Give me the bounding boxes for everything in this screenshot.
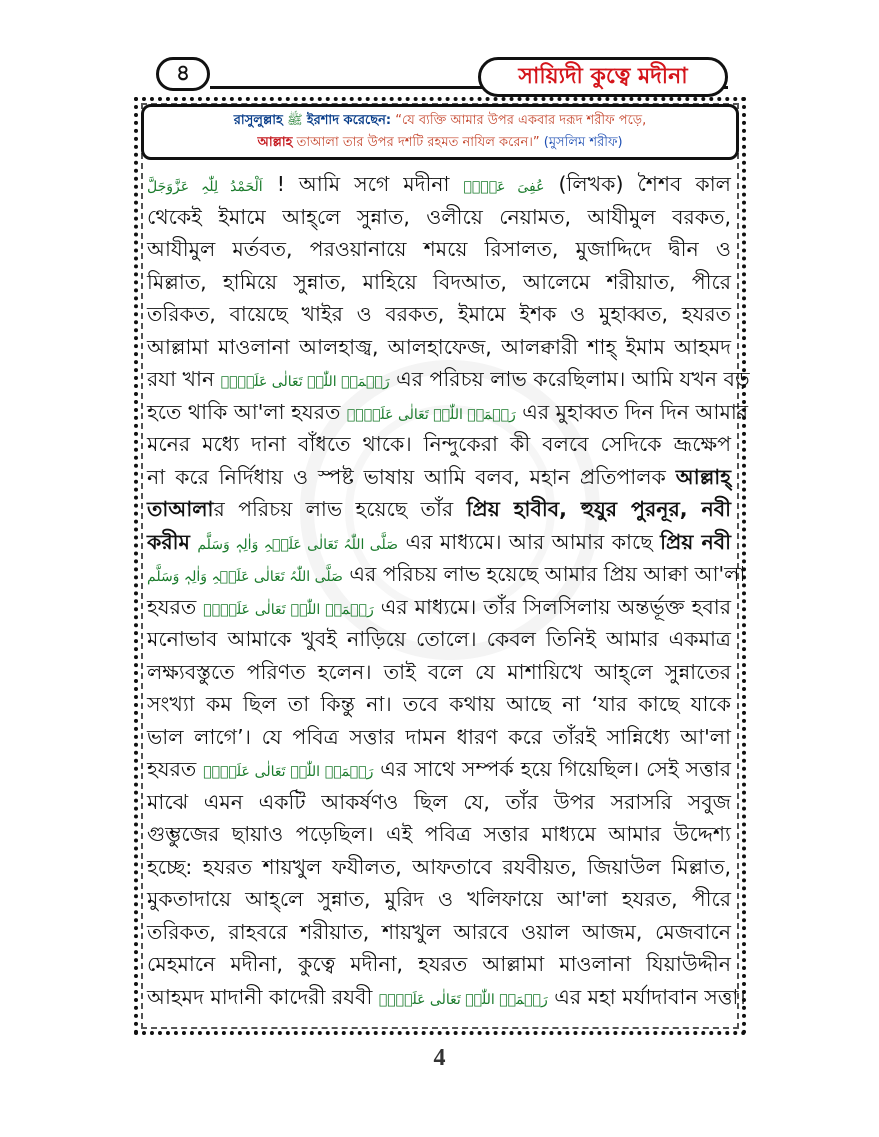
text-span: না করে নির্দিধায় ও স্পষ্ট ভাষায় আমি বলব, মহান প্রতিপালক [147, 464, 666, 489]
body-text [147, 168, 750, 1013]
hadith-prefix: রাসুলুল্লাহ [233, 113, 283, 128]
text-line: থেকেই ইমামে আহ্‌লে সুন্নাত, ওলীয়ে নেয়ামত, আযীমুল বরকত, [147, 204, 731, 229]
book-title-box [478, 57, 728, 97]
hadith-box [141, 104, 739, 160]
text-line [147, 168, 731, 201]
text-line: মনোভাব আমাকে খুবই নাড়িয়ে তোলে। কেবল তিনিই আমার একমাত্র [147, 627, 731, 651]
text-line [147, 558, 746, 591]
text-span: এর মহা মর্যাদাবান সত্তা। [554, 984, 746, 1009]
text-line: হচ্ছে: হযরত শায়খুল ফযীলত, আফতাবে রযবীয়ত, জিয়াউল মিল্লাত, [147, 854, 731, 879]
text-span: এর মাধ্যমে। তাঁর সিলসিলায় অন্তর্ভূক্ত হবার [380, 594, 731, 619]
text-line: আল্লামা মাওলানা আলহাজ্ব, আলহাফেজ, আলক্বারী শাহ্ ইমাম আহমদ [147, 334, 731, 359]
text-line [147, 461, 731, 494]
text-line [147, 396, 749, 429]
hadith-line-1 [144, 110, 736, 132]
text-span: এর পরিচয় লাভ করেছিলাম। আমি যখন বড় [396, 367, 750, 391]
text-span: এর মাধ্যমে। আর আমার কাছে [405, 529, 653, 554]
text-line [147, 363, 750, 396]
text-line: মিল্লাত, হামিয়ে সুন্নাত, মাহিয়ে বিদআত, আলেমে শরীয়াত, পীরে [147, 269, 731, 294]
text-span: রযা খান [147, 367, 215, 391]
hadith-said: ইরশাদ করেছেন: [306, 113, 392, 128]
text-span: এর সাথে সম্পর্ক হয়ে গিয়েছিল। সেই সত্তার [380, 757, 731, 781]
text-span: প্রিয় নবী [660, 529, 731, 554]
page-badge [156, 57, 210, 91]
arabic-phrase: رَحۡمَۃُ اللّٰہِ تَعَالٰی عَلَیۡہِ [203, 764, 374, 780]
text-span: আহমদ মাদানী কাদেরী রযবী [147, 984, 373, 1009]
text-span: ! আমি সগে মদীনা [276, 172, 450, 196]
arabic-phrase: رَحۡمَۃُ اللّٰہِ تَعَالٰی عَلَیۡہِ [203, 601, 374, 618]
text-line [147, 981, 746, 1014]
arabic-phrase: رَحۡمَۃُ اللّٰہِ تَعَالٰی عَلَیۡہِ [220, 374, 390, 390]
text-line [147, 591, 731, 624]
text-line: মাঝে এমন একটি আকর্ষণও ছিল যে, তাঁর উপর সরাসরি সবুজ [147, 789, 731, 814]
text-line: আযীমুল মর্তবত, পরওয়ানায়ে শময়ে রিসালত, মুজাদ্দিদে দ্বীন ও [147, 237, 731, 261]
text-span: এর পরিচয় লাভ হয়েছে আমার প্রিয় আক্বা আ'লা [349, 562, 746, 586]
hadith-source: (মুসলিম শরীফ) [543, 135, 623, 150]
arabic-phrase: اَلْحَمْدُ لِلّٰہِ عَزَّوَجَلَّ [147, 179, 263, 195]
text-span: হযরত [147, 757, 197, 781]
text-span: (লিখক) শৈশব কাল [558, 172, 731, 196]
book-title: সায়্যিদী কুত্বে মদীনা [518, 63, 688, 89]
arabic-phrase: صَلَّی اللّٰہُ تَعَالٰی عَلَیۡہِ وَاٰلِہٖ وَسَلَّم [197, 536, 399, 553]
text-span: হযরত [147, 594, 197, 619]
footer-page-number: 4 [433, 1045, 446, 1071]
text-line: লক্ষ্যবস্তুতে পরিণত হলেন। তাই বলে যে মাশায়িখে আহ্‌লে সুন্নাতের [147, 659, 731, 684]
text-line: ভাল লাগে’। যে পবিত্র সত্তার দামন ধারণ করে তাঁরই সান্নিধ্যে আ'লা [147, 724, 731, 749]
text-line [147, 753, 731, 786]
text-span: করীম [147, 529, 190, 554]
salawat-symbol: ﷺ [286, 113, 303, 128]
text-line: গুম্ভুজের ছায়াও পড়েছিল। এই পবিত্র সত্তার মাধ্যমে আমার উদ্দেশ্য [147, 822, 731, 846]
text-line: সংখ্যা কম ছিল তা কিন্তু না। তবে কথায় আছে না ‘যার কাছে যাকে [147, 692, 731, 716]
text-span: র পরিচয় লাভ হয়েছে তাঁর [213, 497, 454, 521]
hadith-allah: আল্লাহ [257, 135, 293, 150]
page-badge-number: ৪ [175, 60, 191, 86]
text-line: মুকতাদায়ে আহ্‌লে সুন্নাত, মুরিদ ও খলিফায়ে আ'লা হযরত, পীরে [147, 887, 731, 911]
arabic-phrase: عُفِیَ عَنۡہُ [463, 179, 545, 195]
text-line [147, 526, 731, 559]
text-line: তরিকত, রাহবরে শরীয়াত, শায়খুল আরবে ওয়াল আজম, মেজবানে [147, 919, 731, 944]
hadith-quote-2: তাআলা তার উপর দশটি রহমত নাযিল করেন।” [296, 135, 540, 150]
text-line: মেহমানে মদীনা, কুত্বে মদীনা, হযরত আল্লামা মাওলানা যিয়াউদ্দীন [147, 952, 731, 976]
text-span: প্রিয় হাবীব, হুযুর পুরনূর, নবী [466, 497, 731, 521]
text-span: এর মুহাব্বত দিন দিন আমার [522, 399, 749, 424]
arabic-phrase: رَحۡمَۃُ اللّٰہِ تَعَالٰی عَلَیۡہِ [378, 991, 548, 1008]
text-line [147, 493, 731, 526]
text-span: আল্লাহ্ [675, 464, 731, 489]
text-span: হতে থাকি আ'লা হযরত [147, 399, 341, 424]
arabic-phrase: رَحۡمَۃُ اللّٰہِ تَعَالٰی عَلَیۡہِ [346, 406, 516, 423]
text-span: তাআলা [147, 497, 214, 521]
text-line: তরিকত, বায়েছে খাইর ও বরকত, ইমামে ইশক ও মুহাব্বত, হযরত [147, 302, 731, 326]
hadith-quote-1: “যে ব্যক্তি আমার উপর একবার দরূদ শরীফ পড়ে, [395, 113, 647, 128]
arabic-phrase: صَلَّی اللّٰہُ تَعَالٰی عَلَیۡہِ وَاٰلِہٖ وَسَلَّم [147, 569, 343, 585]
text-line: মনের মধ্যে দানা বাঁধতে থাকে। নিন্দুকেরা কী বলবে সেদিকে ভ্রূক্ষেপ [147, 432, 731, 456]
hadith-line-2 [144, 132, 736, 154]
